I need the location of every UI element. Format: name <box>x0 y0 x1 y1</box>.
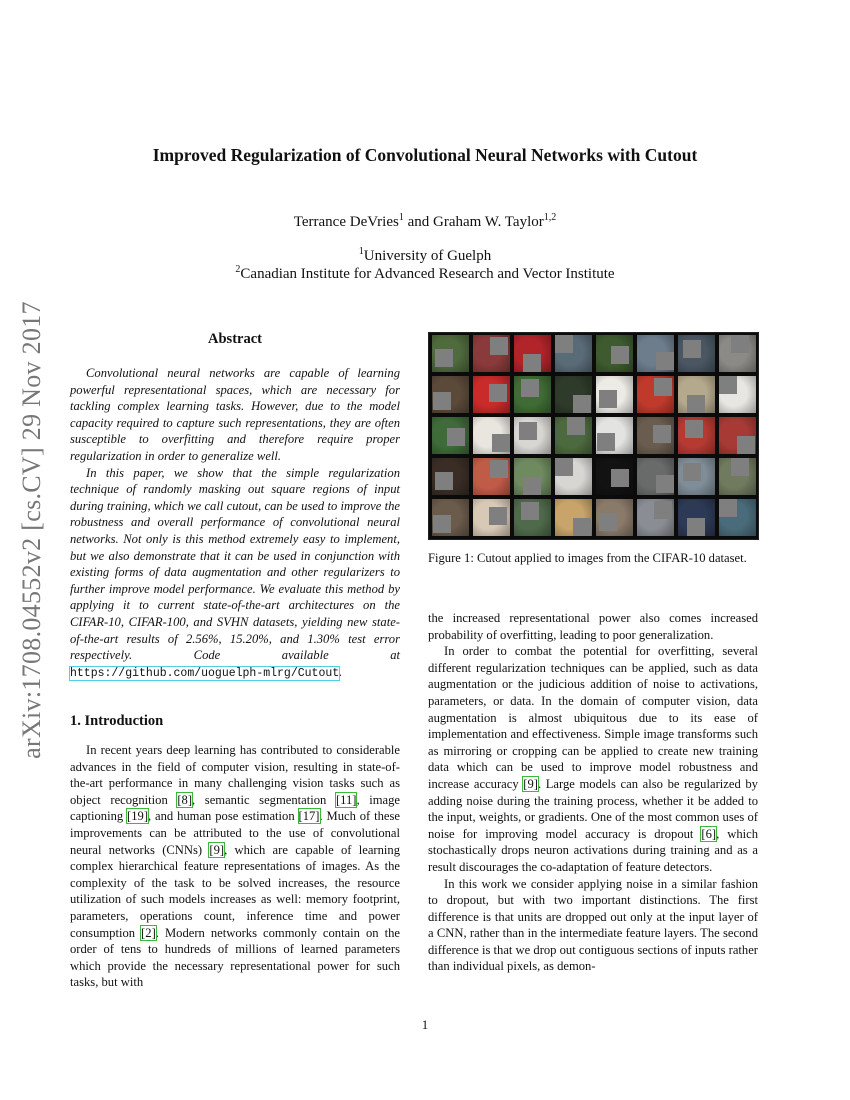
intro-text: , semantic segmentation <box>192 792 336 807</box>
paper-title: Improved Regularization of Convolutional Neural Networks with Cutout <box>152 145 698 165</box>
citation-9-right[interactable]: [9] <box>523 776 538 791</box>
cifar-image-tile <box>637 376 674 413</box>
cutout-mask-patch <box>489 384 507 402</box>
citation-8[interactable]: [8] <box>177 792 193 807</box>
cifar-image-tile <box>514 376 551 413</box>
cutout-mask-patch <box>654 501 672 519</box>
cutout-mask-patch <box>685 420 703 438</box>
cutout-mask-patch <box>523 477 541 495</box>
cifar-image-tile <box>719 417 756 454</box>
cifar-image-tile <box>719 376 756 413</box>
author-conjunction: and <box>403 214 433 230</box>
cutout-mask-patch <box>656 352 674 370</box>
affiliation-2-name: Canadian Institute for Advanced Research and Vector Institute <box>240 266 615 282</box>
intro-paragraph-1 <box>70 742 400 991</box>
cutout-mask-patch <box>523 354 541 372</box>
abstract-body <box>70 365 400 682</box>
cifar-image-tile <box>555 335 592 372</box>
citation-2[interactable]: [2] <box>141 925 156 940</box>
cifar-image-tile <box>637 458 674 495</box>
cifar-image-tile <box>473 499 510 536</box>
cifar-image-tile <box>432 376 469 413</box>
cutout-mask-patch <box>447 428 465 446</box>
cifar-image-tile <box>719 335 756 372</box>
cifar-image-tile <box>596 335 633 372</box>
cifar-image-tile <box>473 458 510 495</box>
cutout-mask-patch <box>611 346 629 364</box>
intro-text: . Much of these improvements can be attributed to the use of convolutional neural networks (CNNs) <box>70 809 400 857</box>
cutout-mask-patch <box>433 515 451 533</box>
cifar-image-tile <box>678 417 715 454</box>
cifar-image-tile <box>719 458 756 495</box>
cutout-mask-patch <box>719 499 737 517</box>
arxiv-sidebar-stamp <box>7 280 57 780</box>
intro-text: . Modern networks commonly contain on the order of tens to hundreds of millions of learned parameters which provide the necessary representational power for such tasks, but with <box>70 925 400 990</box>
cifar-image-tile <box>473 335 510 372</box>
right-text: , which stochastically drops neuron activations during training and as a result discourages the co-adaptation of feature detectors. <box>428 826 758 874</box>
cifar-image-tile <box>514 335 551 372</box>
right-column-body <box>428 610 758 975</box>
cifar-image-tile <box>514 499 551 536</box>
cifar-image-tile <box>473 417 510 454</box>
cifar-image-tile <box>555 458 592 495</box>
citation-17[interactable]: [17] <box>298 809 320 824</box>
cutout-mask-patch <box>573 395 591 413</box>
abstract-end: . <box>339 664 343 679</box>
cutout-mask-patch <box>567 417 585 435</box>
cutout-mask-patch <box>489 507 507 525</box>
cifar-image-tile <box>678 499 715 536</box>
abstract-paragraph-2-text: In this paper, we show that the simple regularization technique of randomly masking out square regions of input during training, which we call cutout, can be used to improve the robustness and overall performance of convolutional neural networks. Not only is this method extremely easy to implement, but we also demonstrate that it can be used in conjunction with existing forms of data augmentation and other regularizers to further improve model performance. We evaluate this method by applying it to current state-of-the-art architectures on the CIFAR-10, CIFAR-100, and SVHN datasets, yielding new state-of-the-art results of 2.56%, 15.20%, and 1.30% test error respectively. Code available at <box>70 465 400 663</box>
affiliation-1-name: University of Guelph <box>363 248 492 264</box>
cutout-mask-patch <box>683 340 701 358</box>
cutout-mask-patch <box>519 422 537 440</box>
cifar-image-tile <box>473 376 510 413</box>
cutout-mask-patch <box>656 475 674 493</box>
cutout-mask-patch <box>611 469 629 487</box>
cifar-image-tile <box>432 458 469 495</box>
code-url-link[interactable]: https://github.com/uoguelph-mlrg/Cutout <box>70 666 340 680</box>
figure-caption: Figure 1: Cutout applied to images from the CIFAR-10 dataset. <box>428 551 747 565</box>
cutout-mask-patch <box>599 390 617 408</box>
citation-9[interactable]: [9] <box>209 842 225 857</box>
cutout-mask-patch <box>490 460 508 478</box>
intro-text: , image captioning <box>70 792 400 824</box>
abstract-paragraph-1: Convolutional neural networks are capable of learning powerful representational spaces, which are necessary for tackling complex learning tasks. However, due to the model capacity required to capture such representations, they are often susceptible to overfitting and therefore require proper regularization in order to generalize well. <box>70 366 400 463</box>
cutout-mask-patch <box>687 518 705 536</box>
intro-text: In recent years deep learning has contributed to considerable advances in the field of computer vision, resulting in state-of-the-art performance in many challenging vision tasks such as object recognition <box>70 743 400 807</box>
author-2-affiliation: 1,2 <box>543 212 557 223</box>
cutout-mask-patch <box>737 436 755 454</box>
intro-text: , and human pose estimation <box>148 809 299 824</box>
citation-19[interactable]: [19] <box>127 809 149 824</box>
arxiv-id: arXiv:1708.04552v2 [cs.CV] 29 Nov 2017 <box>17 301 46 759</box>
cifar-image-tile <box>596 417 633 454</box>
intro-text: , which are capable of learning complex hierarchical feature representations of images. As the complexity of the task to be solved increases, the resource utilization of such models increases as well: memory footprint, parameters, operations count, inference time and power consumption <box>70 842 400 940</box>
cifar-image-tile <box>555 499 592 536</box>
figure-cutout-grid <box>428 332 759 540</box>
cutout-mask-patch <box>521 379 539 397</box>
cutout-mask-patch <box>731 335 749 353</box>
cutout-mask-patch <box>492 434 510 452</box>
right-paragraph-1: the increased representational power also comes increased probability of overfitting, leading to poor generalization. <box>428 611 758 642</box>
cifar-image-tile <box>637 499 674 536</box>
cutout-mask-patch <box>731 458 749 476</box>
cifar-image-tile <box>555 376 592 413</box>
cifar-image-tile <box>514 458 551 495</box>
cutout-mask-patch <box>653 425 671 443</box>
introduction-body <box>70 742 400 991</box>
cifar-image-tile <box>596 499 633 536</box>
cutout-mask-patch <box>555 458 573 476</box>
cifar-image-tile <box>678 458 715 495</box>
citation-6[interactable]: [6] <box>701 826 717 841</box>
cifar-image-tile <box>719 499 756 536</box>
author-1: Terrance DeVries <box>293 214 399 230</box>
page-number: 1 <box>421 1017 429 1032</box>
cutout-mask-patch <box>433 392 451 410</box>
cutout-mask-patch <box>521 502 539 520</box>
section-heading-introduction: 1. Introduction <box>70 713 164 729</box>
affiliation-2 <box>0 266 850 283</box>
cifar-image-tile <box>637 335 674 372</box>
cutout-mask-patch <box>719 376 737 394</box>
cifar-image-tile <box>432 499 469 536</box>
author-1-affiliation: 1 <box>398 212 404 223</box>
right-paragraph-2 <box>428 643 758 875</box>
cifar-image-tile <box>514 417 551 454</box>
cifar-image-tile <box>596 376 633 413</box>
cutout-mask-patch <box>555 335 573 353</box>
cifar-image-tile <box>637 417 674 454</box>
right-text: . Large models can also be regularized by adding noise during the training process, whether it be added to the input, weights, or gradients. One of the most common uses of noise for improving model accuracy is dropout <box>428 776 758 841</box>
abstract-heading: Abstract <box>208 331 262 347</box>
citation-11[interactable]: [11] <box>335 792 357 807</box>
right-text: In order to combat the potential for overfitting, several different regularization techniques can be applied, such as data augmentation or the judicious addition of noise to activations, parameters, or data. In the domain of computer vision, data augmentation is almost ubiquitous due to its ease of implementation and effectiveness. Simple image transforms such as mirroring or cropping can be applied to create new training data which can be used to improve model robustness and increase accuracy <box>428 644 758 791</box>
affiliation-2-mark: 2 <box>235 264 241 275</box>
cifar-image-tile <box>678 376 715 413</box>
author-line <box>0 214 850 231</box>
cifar-image-tile <box>432 335 469 372</box>
cutout-mask-patch <box>435 349 453 367</box>
cutout-mask-patch <box>687 395 705 413</box>
right-paragraph-3: In this work we consider applying noise in a similar fashion to dropout, but with two important distinctions. The first difference is that units are dropped out only at the input layer of a CNN, rather than in the intermediate feature layers. The second difference is that we drop out contiguous sections of inputs rather than individual pixels, as demon- <box>428 876 758 974</box>
affiliation-1-mark: 1 <box>358 246 364 257</box>
cifar-image-tile <box>596 458 633 495</box>
cifar-image-tile <box>432 417 469 454</box>
cutout-mask-patch <box>573 518 591 536</box>
cutout-mask-patch <box>683 463 701 481</box>
abstract-paragraph-2 <box>70 465 400 683</box>
cutout-mask-patch <box>654 378 672 396</box>
cifar-image-tile <box>678 335 715 372</box>
affiliation-1 <box>0 248 850 265</box>
cutout-mask-patch <box>599 513 617 531</box>
cutout-mask-patch <box>597 433 615 451</box>
author-2: Graham W. Taylor <box>433 214 544 230</box>
cutout-mask-patch <box>490 337 508 355</box>
cifar-image-tile <box>555 417 592 454</box>
cutout-mask-patch <box>435 472 453 490</box>
